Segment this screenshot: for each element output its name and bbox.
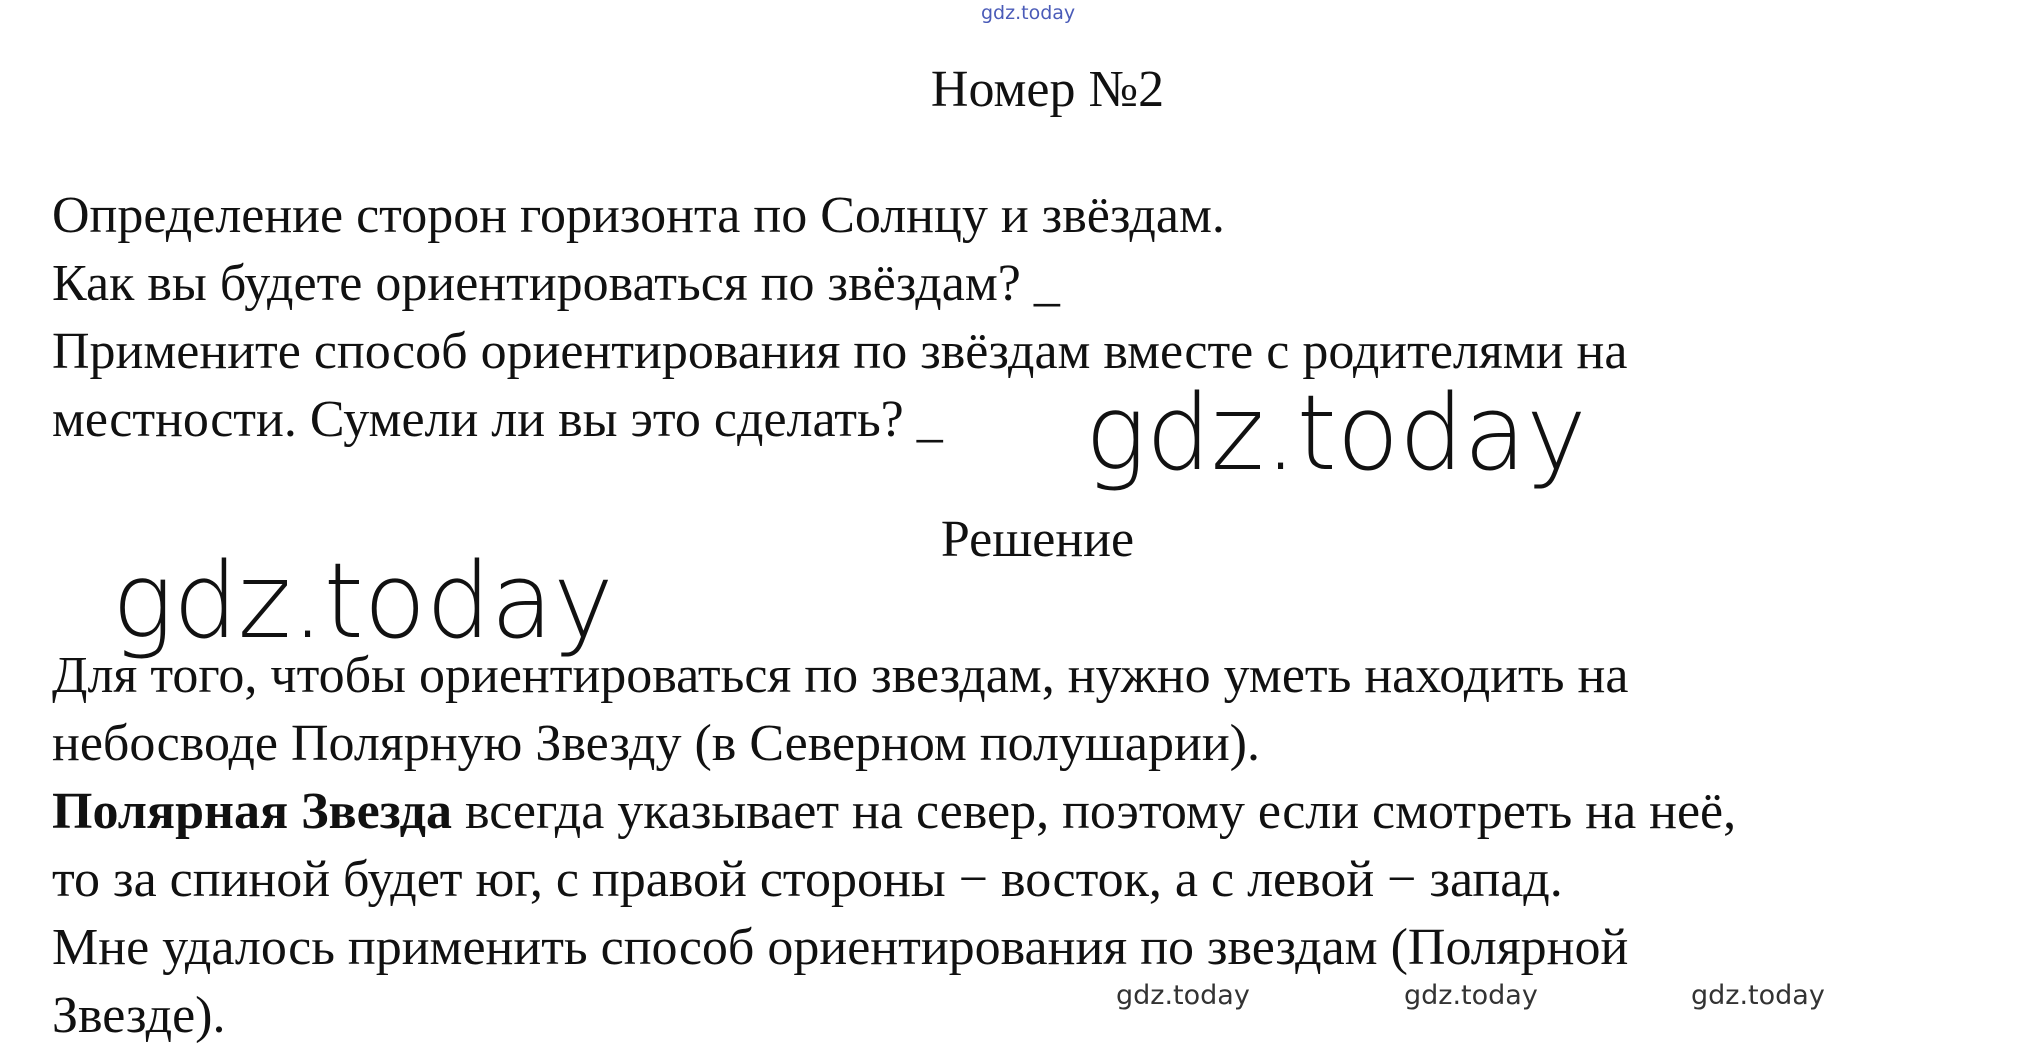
answer-line-1: Для того, чтобы ориентироваться по звездам, нужно уметь находить на [52,647,1629,704]
task-line-4: местности. Сумели ли вы это сделать? _ [52,391,943,448]
page-title: Номер №2 [930,61,1165,118]
answer-line-4: то за спиной будет юг, с правой стороны − восток, а с левой − запад. [52,851,1563,908]
task-line-1: Определение сторон горизонта по Солнцу и звёздам. [52,187,1225,244]
task-line-3: Примените способ ориентирования по звёздам вместе с родителями на [52,323,1628,380]
answer-line-5: Мне удалось применить способ ориентирования по звездам (Полярной [52,919,1629,976]
task-line-2: Как вы будете ориентироваться по звёздам? _ [52,255,1060,312]
watermark-bottom-2: gdz.today [1404,980,1538,1011]
answer-bold-term: Полярная Звезда [52,783,452,840]
watermark-bottom-3: gdz.today [1691,980,1825,1011]
answer-line-3-rest: всегда указывает на север, поэтому если смотреть на неё, [451,783,1737,840]
answer-line-6: Звезде). [52,987,226,1044]
watermark-large-2: gdz.today [112,540,614,662]
answer-line-2: небосводе Полярную Звезду (в Северном полушарии). [52,715,1260,772]
watermark-top: gdz.today [981,2,1076,24]
watermark-large-1: gdz.today [1085,372,1587,494]
answer-line-3 [52,778,1736,846]
solution-heading: Решение [940,511,1135,568]
watermark-bottom-1: gdz.today [1116,980,1250,1011]
